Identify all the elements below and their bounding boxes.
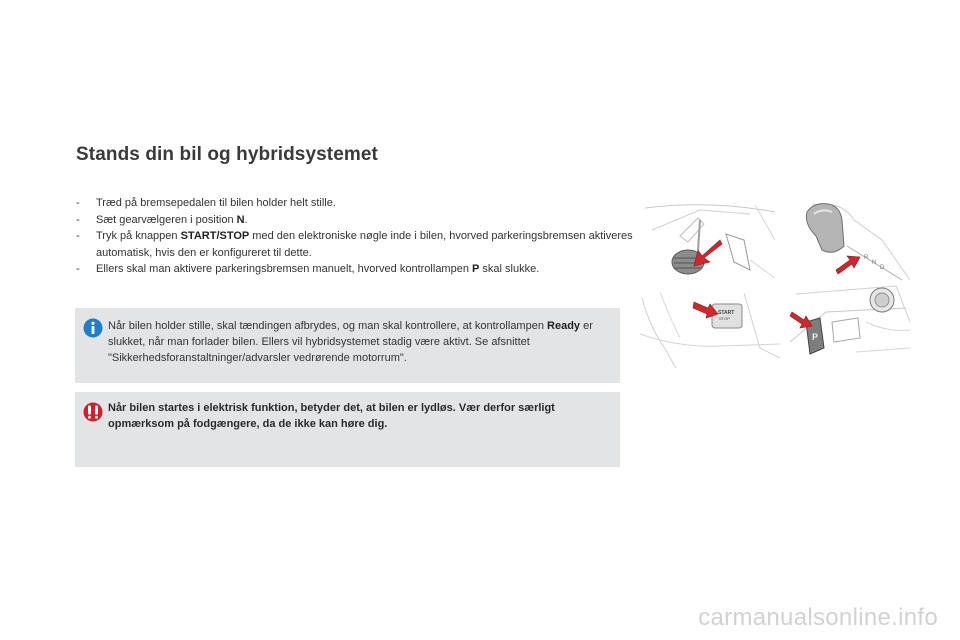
info-text-part: Når bilen holder stille, skal tændingen afbrydes, og man skal kontrollere, at kontrollampen <box>108 320 548 332</box>
info-icon <box>83 318 103 338</box>
step-text: Sæt gearvælgeren i position <box>96 213 237 226</box>
button-label-start: START <box>718 310 735 316</box>
step-text-end: . <box>244 213 248 226</box>
step-text: Tryk på knappen <box>96 230 181 242</box>
bullet-dash: - <box>76 213 80 226</box>
step-text: Ellers skal man aktivere parkeringsbremsen manuelt, hvorved kontrollampen <box>96 263 473 275</box>
step-text-end: med den elektroniske nøgle inde i bilen, hvorved parkeringsbremsen aktiveres automatisk, hvis den er konfigureret til dette. <box>96 230 633 259</box>
gear-selector-illustration <box>792 200 910 282</box>
gear-letter-n: N <box>872 260 877 266</box>
svg-text:P: P <box>812 332 819 342</box>
gear-letter-d: D <box>880 265 885 271</box>
info-text-part: er slukket, når man forlader bilen. Ellers vil hybridsystemet stadig være aktivt. Se afsnittet "Sikkerhedsforanstaltninger/advarsler vedrørende motorrum". <box>108 320 593 364</box>
list-item <box>76 261 636 278</box>
list-item <box>76 212 636 229</box>
bullet-dash: - <box>76 263 80 275</box>
step-text-end: skal slukke. <box>479 263 540 275</box>
info-box <box>75 308 620 383</box>
step-text: Træd på bremsepedalen til bilen holder helt stille. <box>96 197 336 209</box>
arrow-icon <box>790 312 812 328</box>
ready-label: Ready <box>547 320 581 332</box>
bullet-dash: - <box>76 230 80 242</box>
footer-watermark: carmanualsonline.info <box>698 604 938 631</box>
list-item <box>76 228 636 261</box>
info-text <box>108 318 608 366</box>
brake-pedal-illustration <box>640 200 780 282</box>
page-title: Stands din bil og hybridsystemet <box>76 144 378 165</box>
gear-letter-r: R <box>864 255 869 261</box>
lamp-p-label: P <box>472 263 480 275</box>
gear-position-n: N <box>236 213 245 226</box>
button-label-stop: STOP <box>719 316 730 321</box>
arrow-icon <box>836 256 860 274</box>
start-stop-button-illustration <box>640 288 780 370</box>
bullet-dash: - <box>76 197 80 209</box>
warning-icon <box>83 402 103 422</box>
parking-brake-illustration <box>786 282 910 372</box>
steps-list <box>76 195 636 278</box>
warning-text: Når bilen startes i elektrisk funktion, betyder det, at bilen er lydløs. Vær derfor særligt opmærksom på fodgængere, da de ikke kan høre dig. <box>108 402 555 430</box>
warning-box <box>75 392 620 467</box>
start-stop-label: START/STOP <box>180 230 250 242</box>
list-item <box>76 195 636 212</box>
